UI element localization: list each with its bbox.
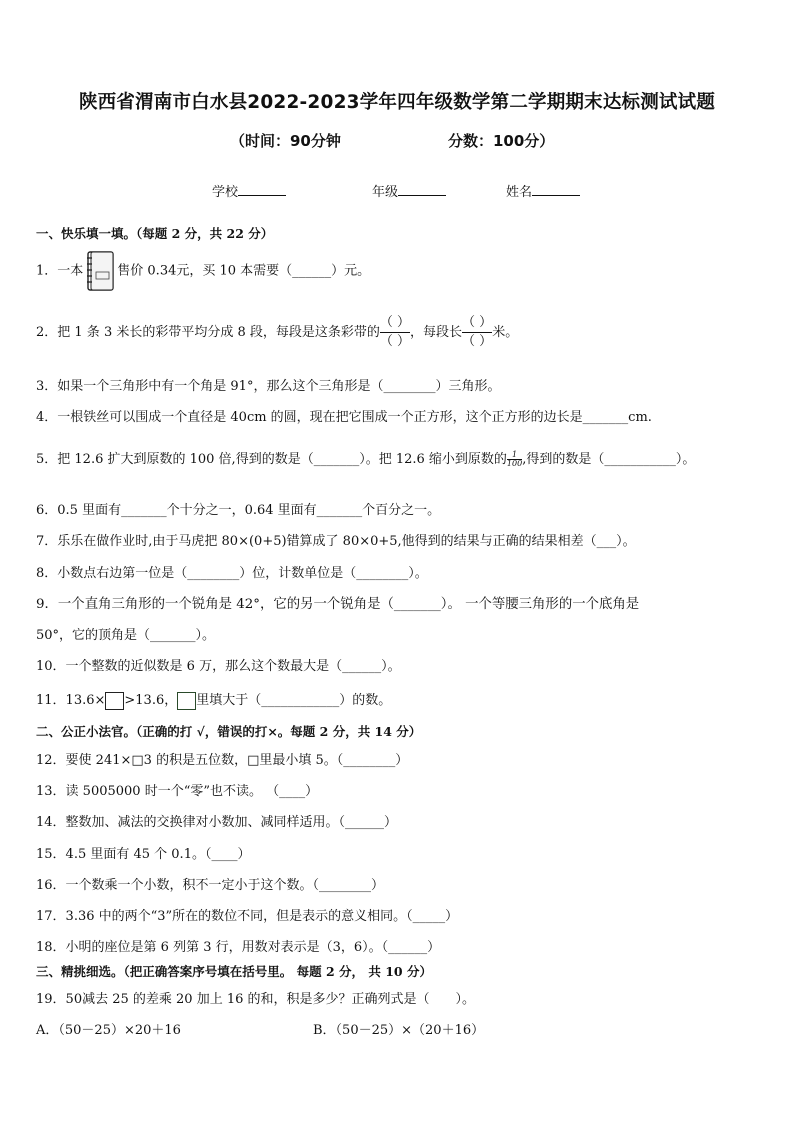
denominator-blank: （ ） <box>379 334 411 349</box>
q5-fraction <box>507 451 522 468</box>
q5-text-a: 5．把 12.6 扩大到原数的 100 倍,得到的数是（_______）。把 12.6 缩小到原数的 <box>36 452 507 467</box>
question-2 <box>36 316 518 349</box>
school-field[interactable] <box>212 181 286 200</box>
fraction-denominator: 100 <box>506 459 523 468</box>
q1-text-a: 1．一本 <box>36 263 84 279</box>
question-11 <box>36 689 391 710</box>
question-4: 4．一根铁丝可以围成一个直径是 40cm 的圆，现在把它围成一个正方形，这个正方形的边长是_______cm. <box>36 410 652 425</box>
q11-text-a: 11．13.6× <box>36 693 106 708</box>
q19-option-b[interactable]: B．（50－25）×（20＋16） <box>313 1023 485 1038</box>
question-10: 10．一个整数的近似数是 6 万，那么这个数最大是（______）。 <box>36 659 401 674</box>
q2-text-a: 2．把 1 条 3 米长的彩带平均分成 8 段，每段是这条彩带的 <box>36 325 380 340</box>
q11-text-c: 里填大于（____________）的数。 <box>196 693 392 708</box>
school-blank[interactable] <box>238 183 286 196</box>
fraction-bar <box>462 332 492 333</box>
answer-box-reference <box>177 692 196 710</box>
grade-blank[interactable] <box>398 183 446 196</box>
fraction-numerator: 1 <box>512 450 518 459</box>
question-7: 7．乐乐在做作业时,由于马虎把 80×(0+5)错算成了 80×0+5,他得到的结果与正确的结果相差（___）。 <box>36 534 636 549</box>
denominator-blank: （ ） <box>462 334 493 349</box>
question-12: 12．要使 241×□3 的积是五位数，□里最小填 5。（________） <box>36 753 409 768</box>
question-16: 16．一个数乘一个小数，积不一定小于这个数。（________） <box>36 878 385 893</box>
fraction-bar <box>380 332 410 333</box>
name-field[interactable] <box>506 181 580 200</box>
grade-field[interactable] <box>372 181 446 200</box>
q11-text-b: >13.6， <box>124 693 178 708</box>
question-3: 3．如果一个三角形中有一个角是 91°，那么这个三角形是（________）三角形。 <box>36 379 501 394</box>
q2-fraction-blank-2[interactable] <box>462 316 492 349</box>
name-blank[interactable] <box>532 183 580 196</box>
page-title: 陕西省渭南市白水县2022-2023学年四年级数学第二学期期末达标测试试题 <box>78 92 716 113</box>
q2-text-b: ，每段长 <box>410 325 463 340</box>
question-6: 6．0.5 里面有_______个十分之一，0.64 里面有_______个百分之一。 <box>36 503 441 518</box>
section-1-heading: 一、快乐填一填。（每题 2 分，共 22 分） <box>36 226 274 241</box>
numerator-blank: （ ） <box>379 315 411 330</box>
numerator-blank: （ ） <box>462 315 493 330</box>
q1-text-b: 售价 0.34元，买 10 本需要（______）元。 <box>117 263 371 279</box>
question-19: 19．50减去 25 的差乘 20 加上 16 的和，积是多少？正确列式是（ ）。 <box>36 992 476 1007</box>
question-18: 18．小明的座位是第 6 列第 3 行，用数对表示是（3，6）。（______） <box>36 940 441 955</box>
section-2-heading: 二、公正小法官。（正确的打 √，错误的打×。每题 2 分，共 14 分） <box>36 724 422 739</box>
q2-text-c: 米。 <box>492 325 519 340</box>
exam-time: （时间：90分钟 <box>230 132 341 150</box>
exam-score: 分数：100分） <box>448 132 555 150</box>
notebook-icon <box>85 250 115 292</box>
question-5 <box>36 448 695 468</box>
q2-fraction-blank-1[interactable] <box>380 316 410 349</box>
answer-box[interactable] <box>105 692 124 710</box>
question-8: 8．小数点右边第一位是（________）位，计数单位是（________）。 <box>36 566 428 581</box>
name-label: 姓名 <box>506 185 533 200</box>
grade-label: 年级 <box>372 185 399 200</box>
question-17: 17．3.36 中的两个“3”所在的数位不同，但是表示的意义相同。（_____） <box>36 909 459 924</box>
question-1 <box>36 250 370 292</box>
question-14: 14．整数加、减法的交换律对小数加、减同样适用。（______） <box>36 815 398 830</box>
question-9-line-2: 50°，它的顶角是（_______）。 <box>36 628 216 643</box>
question-15: 15．4.5 里面有 45 个 0.1。（____） <box>36 847 251 862</box>
q19-option-a[interactable]: A．（50－25）×20＋16 <box>36 1023 181 1038</box>
school-label: 学校 <box>212 185 239 200</box>
q5-text-b: ,得到的数是（___________）。 <box>522 452 696 467</box>
question-9-line-1: 9．一个直角三角形的一个锐角是 42°，它的另一个锐角是（_______）。 一个等腰三角形的一个底角是 <box>36 597 640 612</box>
question-13: 13．读 5005000 时一个“零”也不读。 （____） <box>36 784 319 799</box>
section-3-heading: 三、精挑细选。（把正确答案序号填在括号里。 每题 2 分， 共 10 分） <box>36 964 432 979</box>
